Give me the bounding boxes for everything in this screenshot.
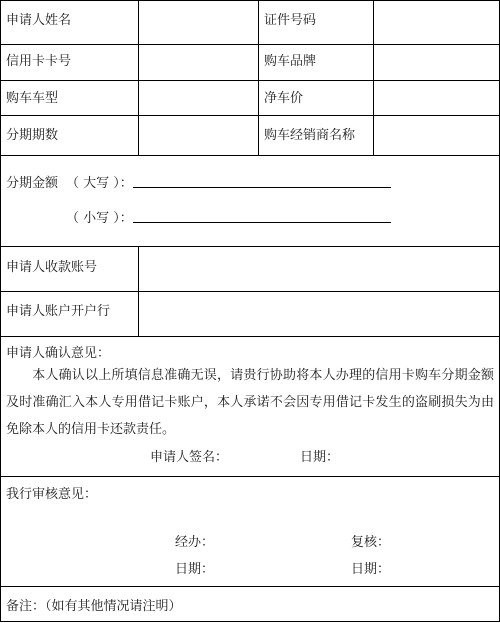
id-number-label: 证件号码 xyxy=(264,13,317,28)
handler-label: 经办： xyxy=(175,535,215,550)
accounts-col-divider xyxy=(138,246,139,336)
net-price-label: 净车价 xyxy=(264,91,304,106)
car-model-label: 购车车型 xyxy=(6,91,59,106)
grid-col-divider-2 xyxy=(258,0,259,155)
review-title: 我行审核意见： xyxy=(6,487,98,502)
handler-date-label: 日期： xyxy=(175,562,215,577)
reviewer-date-label: 日期： xyxy=(351,562,391,577)
amount-upper-field[interactable] xyxy=(133,187,391,188)
account-bank-label: 申请人账户开户行 xyxy=(6,304,111,319)
row-divider-3 xyxy=(0,115,500,116)
receiving-account-label: 申请人收款账号 xyxy=(6,260,98,275)
table-border-bottom xyxy=(0,621,500,622)
row-divider-5 xyxy=(0,246,500,247)
row-divider-2 xyxy=(0,80,500,81)
reviewer-label: 复核： xyxy=(351,535,391,550)
installment-periods-label: 分期期数 xyxy=(6,128,59,143)
table-border-left xyxy=(0,0,1,622)
dealer-name-label: 购车经销商名称 xyxy=(264,128,356,143)
row-divider-8 xyxy=(0,476,500,477)
car-brand-label: 购车品牌 xyxy=(264,54,317,69)
grid-col-divider-3 xyxy=(373,0,374,155)
row-divider-9 xyxy=(0,586,500,587)
applicant-signature-label: 申请人签名： xyxy=(150,450,229,465)
table-border-top xyxy=(0,0,500,1)
row-divider-4 xyxy=(0,155,500,156)
applicant-date-label: 日期： xyxy=(300,450,340,465)
confirmation-title: 申请人确认意见： xyxy=(6,346,111,361)
confirmation-body-text: 本人确认以上所填信息准确无误，请贵行协助将本人办理的信用卡购车分期金额及时准确汇入本人专用借记卡账户，本人承诺不会因专用借记卡发生的盗刷损失为由免除本人的信用卡还款责任。 xyxy=(6,368,494,437)
amount-upper-label: （ 大写 ）： xyxy=(66,176,133,191)
grid-col-divider-1 xyxy=(138,0,139,155)
card-number-label: 信用卡卡号 xyxy=(6,54,72,69)
remarks-label: 备注：（如有其他情况请注明） xyxy=(6,599,182,614)
row-divider-6 xyxy=(0,291,500,292)
confirmation-body xyxy=(6,362,494,443)
row-divider-1 xyxy=(0,44,500,45)
installment-amount-label: 分期金额 xyxy=(6,176,59,191)
row-divider-7 xyxy=(0,336,500,337)
applicant-name-label: 申请人姓名 xyxy=(6,13,72,28)
amount-lower-field[interactable] xyxy=(133,222,391,223)
amount-lower-label: （ 小写 ）： xyxy=(66,211,133,226)
